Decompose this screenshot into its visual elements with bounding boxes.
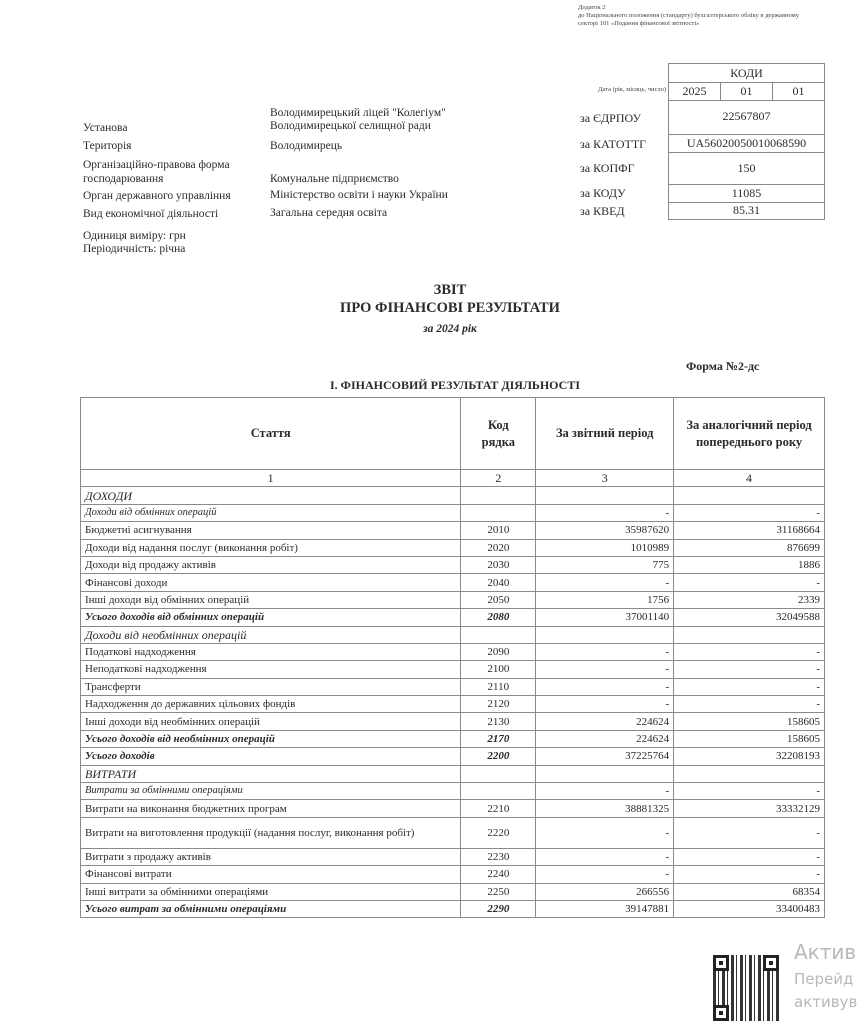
header-article: Стаття [81,398,461,470]
institution-name-line2: Володимирецької селищної ради [270,120,431,132]
table-row [81,800,825,817]
table-row [81,817,825,848]
row-label: Доходи від обмінних операцій [81,504,461,521]
row-current-value: 1756 [536,591,674,608]
row-previous-value: - [674,504,825,521]
row-label: Трансферти [81,678,461,695]
row-previous-value: 876699 [674,539,825,556]
qr-code [713,955,779,1021]
report-subtitle: ПРО ФІНАНСОВІ РЕЗУЛЬТАТИ [340,300,560,316]
table-row [81,748,825,765]
institution-name-line1: Володимирецький ліцей "Колегіум" [270,107,446,119]
row-label: Бюджетні асигнування [81,522,461,539]
row-previous-value [674,765,825,782]
table-header-row [81,398,825,470]
authority-label: Орган державного управління [83,190,231,202]
row-previous-value: - [674,574,825,591]
activity-label: Вид економічної діяльності [83,208,219,220]
table-row [81,883,825,900]
row-label: Усього доходів від необмінних операцій [81,730,461,747]
row-previous-value: 68354 [674,883,825,900]
activation-watermark-title: Актив [794,940,857,964]
date-codes [668,83,825,101]
row-current-value: - [536,574,674,591]
appendix-note [578,4,808,28]
row-current-value: 37001140 [536,609,674,626]
table-row [81,487,825,504]
row-code [461,487,536,504]
table-row [81,765,825,782]
header-row-code-text: Код рядка [481,417,515,449]
row-code: 2020 [461,539,536,556]
row-current-value: - [536,783,674,800]
appendix-title: Додаток 2 [578,4,606,11]
report-title: ЗВІТ [433,282,467,298]
row-label: Витрати з продажу активів [81,848,461,865]
row-current-value: - [536,504,674,521]
row-label: Інші доходи від необмінних операцій [81,713,461,730]
row-previous-value: 33400483 [674,900,825,917]
qr-finder-icon [713,1005,729,1021]
row-code: 2230 [461,848,536,865]
row-code: 2290 [461,900,536,917]
row-label: Витрати на виготовлення продукції (надання послуг, виконання робіт) [81,817,461,848]
row-previous-value: 158605 [674,713,825,730]
codes-title: КОДИ [668,63,825,83]
header-previous-period: За аналогічний період попереднього року [674,398,825,470]
row-label: Витрати за обмінними операціями [81,783,461,800]
row-previous-value: - [674,783,825,800]
form-number: Форма №2-дс [686,359,760,373]
row-label: Фінансові витрати [81,866,461,883]
report-period: за 2024 рік [423,323,477,335]
row-code: 2220 [461,817,536,848]
territory-label: Територія [83,140,132,152]
table-row [81,574,825,591]
table-row [81,539,825,556]
row-code [461,783,536,800]
row-code [461,765,536,782]
row-current-value: - [536,643,674,660]
row-previous-value: - [674,643,825,660]
row-code: 2210 [461,800,536,817]
row-previous-value: - [674,817,825,848]
activity-value: Загальна середня освіта [270,207,388,219]
row-previous-value: 33332129 [674,800,825,817]
row-label: Надходження до державних цільових фондів [81,696,461,713]
row-code [461,504,536,521]
row-code: 2250 [461,883,536,900]
row-previous-value: - [674,866,825,883]
row-current-value: 266556 [536,883,674,900]
kved-label: за КВЕД [580,204,625,218]
row-current-value [536,626,674,643]
row-previous-value: 31168664 [674,522,825,539]
row-current-value: - [536,678,674,695]
date-label: Дата (рік, місяць, число) [598,86,666,93]
row-code: 2040 [461,574,536,591]
col-number-4: 4 [674,470,825,487]
activation-watermark-line3: активув [794,993,858,1011]
legal-form-value: Комунальне підприємство [270,173,399,185]
date-day: 01 [792,84,805,98]
row-label: Неподаткові надходження [81,661,461,678]
row-code: 2100 [461,661,536,678]
row-previous-value: 158605 [674,730,825,747]
edrpou-code: 22567807 [668,100,825,135]
date-year: 2025 [669,83,721,100]
row-code: 2010 [461,522,536,539]
row-previous-value: 32208193 [674,748,825,765]
row-current-value: 775 [536,556,674,573]
row-current-value: 224624 [536,713,674,730]
col-number-3: 3 [536,470,674,487]
row-label: Усього доходів від обмінних операцій [81,609,461,626]
legal-form-label-1: Організаційно-правова форма [83,159,230,171]
row-previous-value: - [674,696,825,713]
row-code: 2130 [461,713,536,730]
table-row [81,783,825,800]
edrpou-label: за ЄДРПОУ [580,111,642,125]
row-label: Інші витрати за обмінними операціями [81,883,461,900]
territory-value: Володимирець [270,140,343,152]
header-row-code [461,398,536,470]
col-number-2: 2 [461,470,536,487]
row-code: 2090 [461,643,536,660]
table-row [81,713,825,730]
row-current-value [536,765,674,782]
row-previous-value: 32049588 [674,609,825,626]
row-current-value: - [536,661,674,678]
header-current-period: За звітний період [536,398,674,470]
qr-finder-icon [713,955,729,971]
row-current-value [536,487,674,504]
row-label: Податкові надходження [81,643,461,660]
table-row [81,609,825,626]
row-code [461,626,536,643]
row-code: 2120 [461,696,536,713]
kodu-code: 11085 [668,185,825,203]
row-previous-value: 2339 [674,591,825,608]
table-row [81,678,825,695]
row-previous-value: - [674,678,825,695]
section-title: І. ФІНАНСОВИЙ РЕЗУЛЬТАТ ДІЯЛЬНОСТІ [329,378,580,392]
col-number-1: 1 [81,470,461,487]
row-previous-value [674,487,825,504]
row-current-value: - [536,817,674,848]
periodicity-label: Періодичність: річна [83,243,186,255]
table-row [81,556,825,573]
row-current-value: - [536,866,674,883]
table-row [81,696,825,713]
table-row [81,661,825,678]
row-current-value: 224624 [536,730,674,747]
date-month: 01 [721,83,773,100]
row-code: 2170 [461,730,536,747]
row-label: Усього витрат за обмінними операціями [81,900,461,917]
table-row [81,522,825,539]
unit-label: Одиниця виміру: грн [83,230,186,242]
row-current-value: 35987620 [536,522,674,539]
row-current-value: 38881325 [536,800,674,817]
row-label: Доходи від продажу активів [81,556,461,573]
row-previous-value: 1886 [674,556,825,573]
column-numbers-row [81,470,825,487]
row-code: 2030 [461,556,536,573]
row-label: Витрати на виконання бюджетних програм [81,800,461,817]
kopfg-code: 150 [668,153,825,185]
row-label: ДОХОДИ [81,487,461,504]
row-label: Фінансові доходи [81,574,461,591]
activation-watermark-line2: Перейд [794,970,854,988]
row-code: 2080 [461,609,536,626]
table-row [81,900,825,917]
row-previous-value [674,626,825,643]
row-label: ВИТРАТИ [81,765,461,782]
institution-label: Установа [83,122,128,134]
kodu-label: за КОДУ [580,186,626,200]
row-current-value: 37225764 [536,748,674,765]
row-code: 2110 [461,678,536,695]
row-previous-value: - [674,661,825,678]
katottg-code: UA56020050010068590 [668,135,825,153]
row-current-value: 1010989 [536,539,674,556]
kopfg-label: за КОПФГ [580,161,635,175]
table-row [81,730,825,747]
katottg-label: за КАТОТТГ [580,137,647,151]
table-row [81,591,825,608]
table-row [81,866,825,883]
row-current-value: - [536,696,674,713]
appendix-text: до Національного положення (стандарту) бухгалтерського обліку в державному секторі 101 «Подання фінансової звітності» [578,12,799,27]
row-label: Доходи від надання послуг (виконання робіт) [81,539,461,556]
row-previous-value: - [674,848,825,865]
legal-form-label-2: господарювання [83,173,164,185]
row-current-value: 39147881 [536,900,674,917]
qr-finder-icon [763,955,779,971]
row-code: 2240 [461,866,536,883]
row-label: Усього доходів [81,748,461,765]
row-current-value: - [536,848,674,865]
row-code: 2200 [461,748,536,765]
table-row [81,643,825,660]
table-row [81,504,825,521]
financial-results-table [80,397,825,918]
table-row [81,848,825,865]
authority-value: Міністерство освіти і науки України [270,189,448,201]
row-code: 2050 [461,591,536,608]
row-label: Інші доходи від обмінних операцій [81,591,461,608]
table-row [81,626,825,643]
kved-code: 85.31 [668,203,825,220]
row-label: Доходи від необмінних операцій [81,626,461,643]
